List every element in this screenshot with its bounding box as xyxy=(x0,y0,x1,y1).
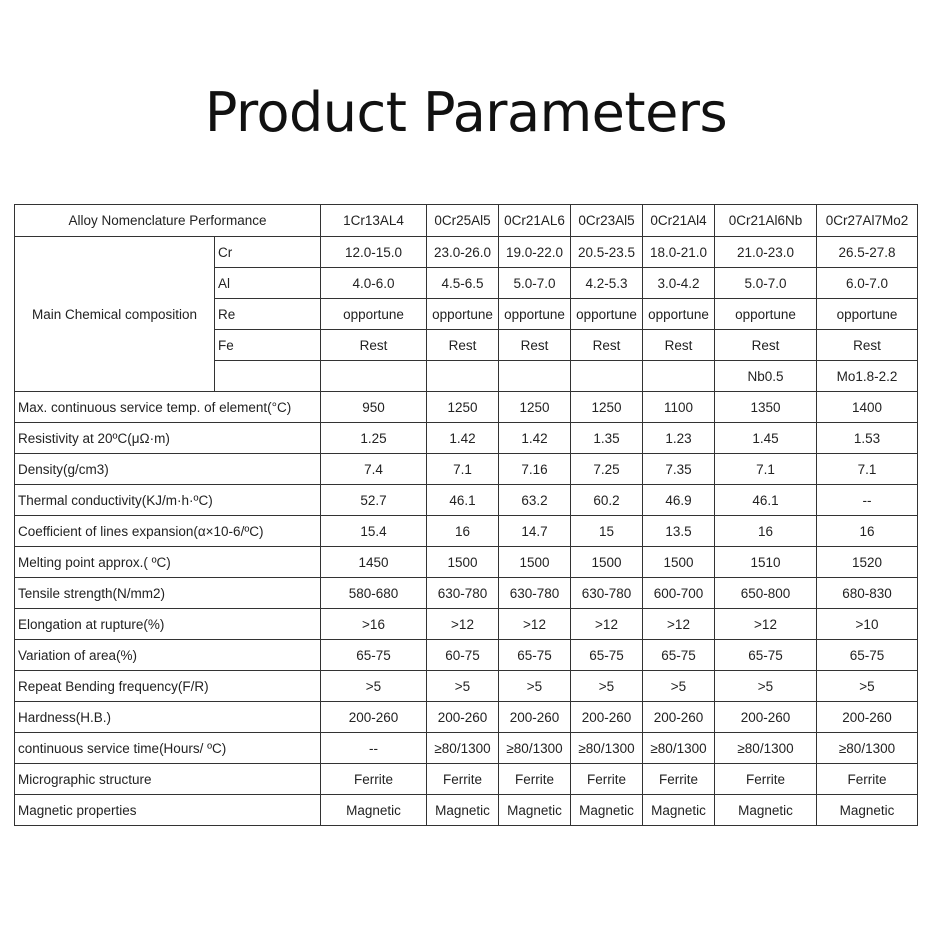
table-row xyxy=(15,764,918,795)
table-cell: Ferrite xyxy=(427,764,499,795)
column-header: 0Cr25Al5 xyxy=(427,205,499,237)
table-cell: 65-75 xyxy=(571,640,643,671)
table-cell: 200-260 xyxy=(643,702,715,733)
table-cell: opportune xyxy=(321,299,427,330)
table-body xyxy=(15,205,918,826)
element-label: Re xyxy=(215,299,321,330)
row-label: Micrographic structure xyxy=(15,764,321,795)
table-cell: 7.1 xyxy=(715,454,817,485)
table-row xyxy=(15,547,918,578)
column-header: 0Cr27Al7Mo2 xyxy=(817,205,918,237)
table-cell: >5 xyxy=(321,671,427,702)
table-cell: 65-75 xyxy=(499,640,571,671)
table-cell: 26.5-27.8 xyxy=(817,237,918,268)
table-cell: >5 xyxy=(643,671,715,702)
table-cell: 46.1 xyxy=(715,485,817,516)
row-label: Max. continuous service temp. of element(°C) xyxy=(15,392,321,423)
chem-group-label: Main Chemical composition xyxy=(15,237,215,392)
table-cell: 14.7 xyxy=(499,516,571,547)
table-cell: Ferrite xyxy=(817,764,918,795)
table-cell: Rest xyxy=(571,330,643,361)
table-cell: 4.5-6.5 xyxy=(427,268,499,299)
table-cell: 4.0-6.0 xyxy=(321,268,427,299)
page-title: Product Parameters xyxy=(204,81,728,144)
table-cell: >5 xyxy=(499,671,571,702)
table-cell: 1.42 xyxy=(427,423,499,454)
table-cell: Magnetic xyxy=(643,795,715,826)
table-cell: Rest xyxy=(817,330,918,361)
table-cell: 18.0-21.0 xyxy=(643,237,715,268)
table-cell: 630-780 xyxy=(499,578,571,609)
table-cell: 20.5-23.5 xyxy=(571,237,643,268)
element-label: Al xyxy=(215,268,321,299)
table-cell: ≥80/1300 xyxy=(427,733,499,764)
column-header: 0Cr21Al6Nb xyxy=(715,205,817,237)
table-cell: 60-75 xyxy=(427,640,499,671)
table-cell: ≥80/1300 xyxy=(643,733,715,764)
table-cell: opportune xyxy=(571,299,643,330)
table-cell: 630-780 xyxy=(427,578,499,609)
table-cell: 600-700 xyxy=(643,578,715,609)
table-cell: 1.25 xyxy=(321,423,427,454)
element-label xyxy=(215,361,321,392)
table-cell: 65-75 xyxy=(321,640,427,671)
table-row xyxy=(15,640,918,671)
table-cell: 1.23 xyxy=(643,423,715,454)
table-cell: >5 xyxy=(715,671,817,702)
table-cell: >5 xyxy=(427,671,499,702)
table-cell: Magnetic xyxy=(499,795,571,826)
table-row xyxy=(15,516,918,547)
table-cell: >12 xyxy=(427,609,499,640)
table-cell: 65-75 xyxy=(817,640,918,671)
row-label: Elongation at rupture(%) xyxy=(15,609,321,640)
table-cell: 1250 xyxy=(571,392,643,423)
row-label: Variation of area(%) xyxy=(15,640,321,671)
table-cell: 5.0-7.0 xyxy=(499,268,571,299)
table-row xyxy=(15,609,918,640)
row-label: Thermal conductivity(KJ/m·h·ºC) xyxy=(15,485,321,516)
table-cell: 13.5 xyxy=(643,516,715,547)
table-cell: ≥80/1300 xyxy=(715,733,817,764)
table-cell: 1400 xyxy=(817,392,918,423)
table-cell: 1500 xyxy=(643,547,715,578)
table-row xyxy=(15,423,918,454)
element-label: Fe xyxy=(215,330,321,361)
table-cell: 5.0-7.0 xyxy=(715,268,817,299)
table-cell: Ferrite xyxy=(499,764,571,795)
table-cell: 46.1 xyxy=(427,485,499,516)
table-cell: 1100 xyxy=(643,392,715,423)
table-cell: 200-260 xyxy=(499,702,571,733)
table-cell: 630-780 xyxy=(571,578,643,609)
table-cell: 1.45 xyxy=(715,423,817,454)
table-cell: 7.1 xyxy=(817,454,918,485)
table-cell: >5 xyxy=(571,671,643,702)
table-cell: 15.4 xyxy=(321,516,427,547)
table-row xyxy=(15,702,918,733)
table-cell: 200-260 xyxy=(715,702,817,733)
table-cell: 1.35 xyxy=(571,423,643,454)
product-parameters-table xyxy=(14,204,918,826)
table-cell: -- xyxy=(817,485,918,516)
table-cell: 63.2 xyxy=(499,485,571,516)
row-label: Density(g/cm3) xyxy=(15,454,321,485)
table-cell: Mo1.8-2.2 xyxy=(817,361,918,392)
table-cell: 1250 xyxy=(499,392,571,423)
table-cell: 23.0-26.0 xyxy=(427,237,499,268)
column-header: 0Cr21AL6 xyxy=(499,205,571,237)
table-cell: 16 xyxy=(715,516,817,547)
table-cell: >10 xyxy=(817,609,918,640)
table-cell: Magnetic xyxy=(321,795,427,826)
table-cell: Rest xyxy=(715,330,817,361)
table-cell: 200-260 xyxy=(427,702,499,733)
table-cell: >12 xyxy=(571,609,643,640)
table-row xyxy=(15,578,918,609)
table-cell: 1350 xyxy=(715,392,817,423)
table-cell: ≥80/1300 xyxy=(499,733,571,764)
column-header: 0Cr21Al4 xyxy=(643,205,715,237)
table-cell: Magnetic xyxy=(715,795,817,826)
table-cell: 1.42 xyxy=(499,423,571,454)
table-cell: Magnetic xyxy=(571,795,643,826)
table-cell: 3.0-4.2 xyxy=(643,268,715,299)
element-label: Cr xyxy=(215,237,321,268)
table-cell: opportune xyxy=(817,299,918,330)
row-label: Repeat Bending frequency(F/R) xyxy=(15,671,321,702)
table-cell: Ferrite xyxy=(571,764,643,795)
table-cell: 65-75 xyxy=(643,640,715,671)
table-cell: Rest xyxy=(321,330,427,361)
table-cell: 12.0-15.0 xyxy=(321,237,427,268)
table-cell: >12 xyxy=(715,609,817,640)
column-header: 1Cr13AL4 xyxy=(321,205,427,237)
table-cell: 1500 xyxy=(571,547,643,578)
table-cell: Ferrite xyxy=(321,764,427,795)
table-row xyxy=(15,485,918,516)
table-cell: 52.7 xyxy=(321,485,427,516)
table-cell: >12 xyxy=(499,609,571,640)
table-cell: Ferrite xyxy=(715,764,817,795)
table-cell: 60.2 xyxy=(571,485,643,516)
table-cell: 46.9 xyxy=(643,485,715,516)
table-cell: 15 xyxy=(571,516,643,547)
table-cell: 680-830 xyxy=(817,578,918,609)
table-cell: 1520 xyxy=(817,547,918,578)
row-label: Resistivity at 20ºC(μΩ·m) xyxy=(15,423,321,454)
row-label: continuous service time(Hours/ ºC) xyxy=(15,733,321,764)
table-cell: >16 xyxy=(321,609,427,640)
table-cell: 580-680 xyxy=(321,578,427,609)
table-row xyxy=(15,392,918,423)
table-cell: -- xyxy=(321,733,427,764)
table-cell: 1250 xyxy=(427,392,499,423)
table-row xyxy=(15,671,918,702)
table-cell: Magnetic xyxy=(817,795,918,826)
table-cell: opportune xyxy=(715,299,817,330)
table-cell: 65-75 xyxy=(715,640,817,671)
table-cell: 200-260 xyxy=(817,702,918,733)
table-cell: 7.1 xyxy=(427,454,499,485)
table-cell xyxy=(643,361,715,392)
table-cell: 1500 xyxy=(499,547,571,578)
table-cell: 7.16 xyxy=(499,454,571,485)
table-cell: opportune xyxy=(427,299,499,330)
table-cell: >12 xyxy=(643,609,715,640)
table-cell: ≥80/1300 xyxy=(817,733,918,764)
table-cell: Ferrite xyxy=(643,764,715,795)
table-cell: 7.4 xyxy=(321,454,427,485)
row-label: Tensile strength(N/mm2) xyxy=(15,578,321,609)
table-cell: 6.0-7.0 xyxy=(817,268,918,299)
table-cell: 7.25 xyxy=(571,454,643,485)
table-cell: 16 xyxy=(427,516,499,547)
table-cell: 200-260 xyxy=(571,702,643,733)
table-cell: Rest xyxy=(643,330,715,361)
header-corner-cell: Alloy Nomenclature Performance xyxy=(15,205,321,237)
row-label: Melting point approx.( ºC) xyxy=(15,547,321,578)
table-cell xyxy=(321,361,427,392)
table-row xyxy=(15,454,918,485)
table-row xyxy=(15,795,918,826)
table-cell: Rest xyxy=(499,330,571,361)
table-cell: 4.2-5.3 xyxy=(571,268,643,299)
column-header: 0Cr23Al5 xyxy=(571,205,643,237)
table-cell: 1450 xyxy=(321,547,427,578)
table-cell: 650-800 xyxy=(715,578,817,609)
chem-row xyxy=(15,237,918,268)
table-cell: 21.0-23.0 xyxy=(715,237,817,268)
table-cell: ≥80/1300 xyxy=(571,733,643,764)
row-label: Hardness(H.B.) xyxy=(15,702,321,733)
table-cell xyxy=(571,361,643,392)
row-label: Coefficient of lines expansion(α×10-6/ºC) xyxy=(15,516,321,547)
table-cell: Rest xyxy=(427,330,499,361)
table-cell: Nb0.5 xyxy=(715,361,817,392)
table-cell: 200-260 xyxy=(321,702,427,733)
row-label: Magnetic properties xyxy=(15,795,321,826)
table-cell: 16 xyxy=(817,516,918,547)
table-cell: opportune xyxy=(499,299,571,330)
table-cell xyxy=(499,361,571,392)
table-cell: 19.0-22.0 xyxy=(499,237,571,268)
table-cell: 950 xyxy=(321,392,427,423)
table-cell: Magnetic xyxy=(427,795,499,826)
table-cell xyxy=(427,361,499,392)
table-cell: 1510 xyxy=(715,547,817,578)
table-cell: 7.35 xyxy=(643,454,715,485)
table-cell: opportune xyxy=(643,299,715,330)
header-row xyxy=(15,205,918,237)
table-cell: >5 xyxy=(817,671,918,702)
table-row xyxy=(15,733,918,764)
table-cell: 1.53 xyxy=(817,423,918,454)
table-cell: 1500 xyxy=(427,547,499,578)
